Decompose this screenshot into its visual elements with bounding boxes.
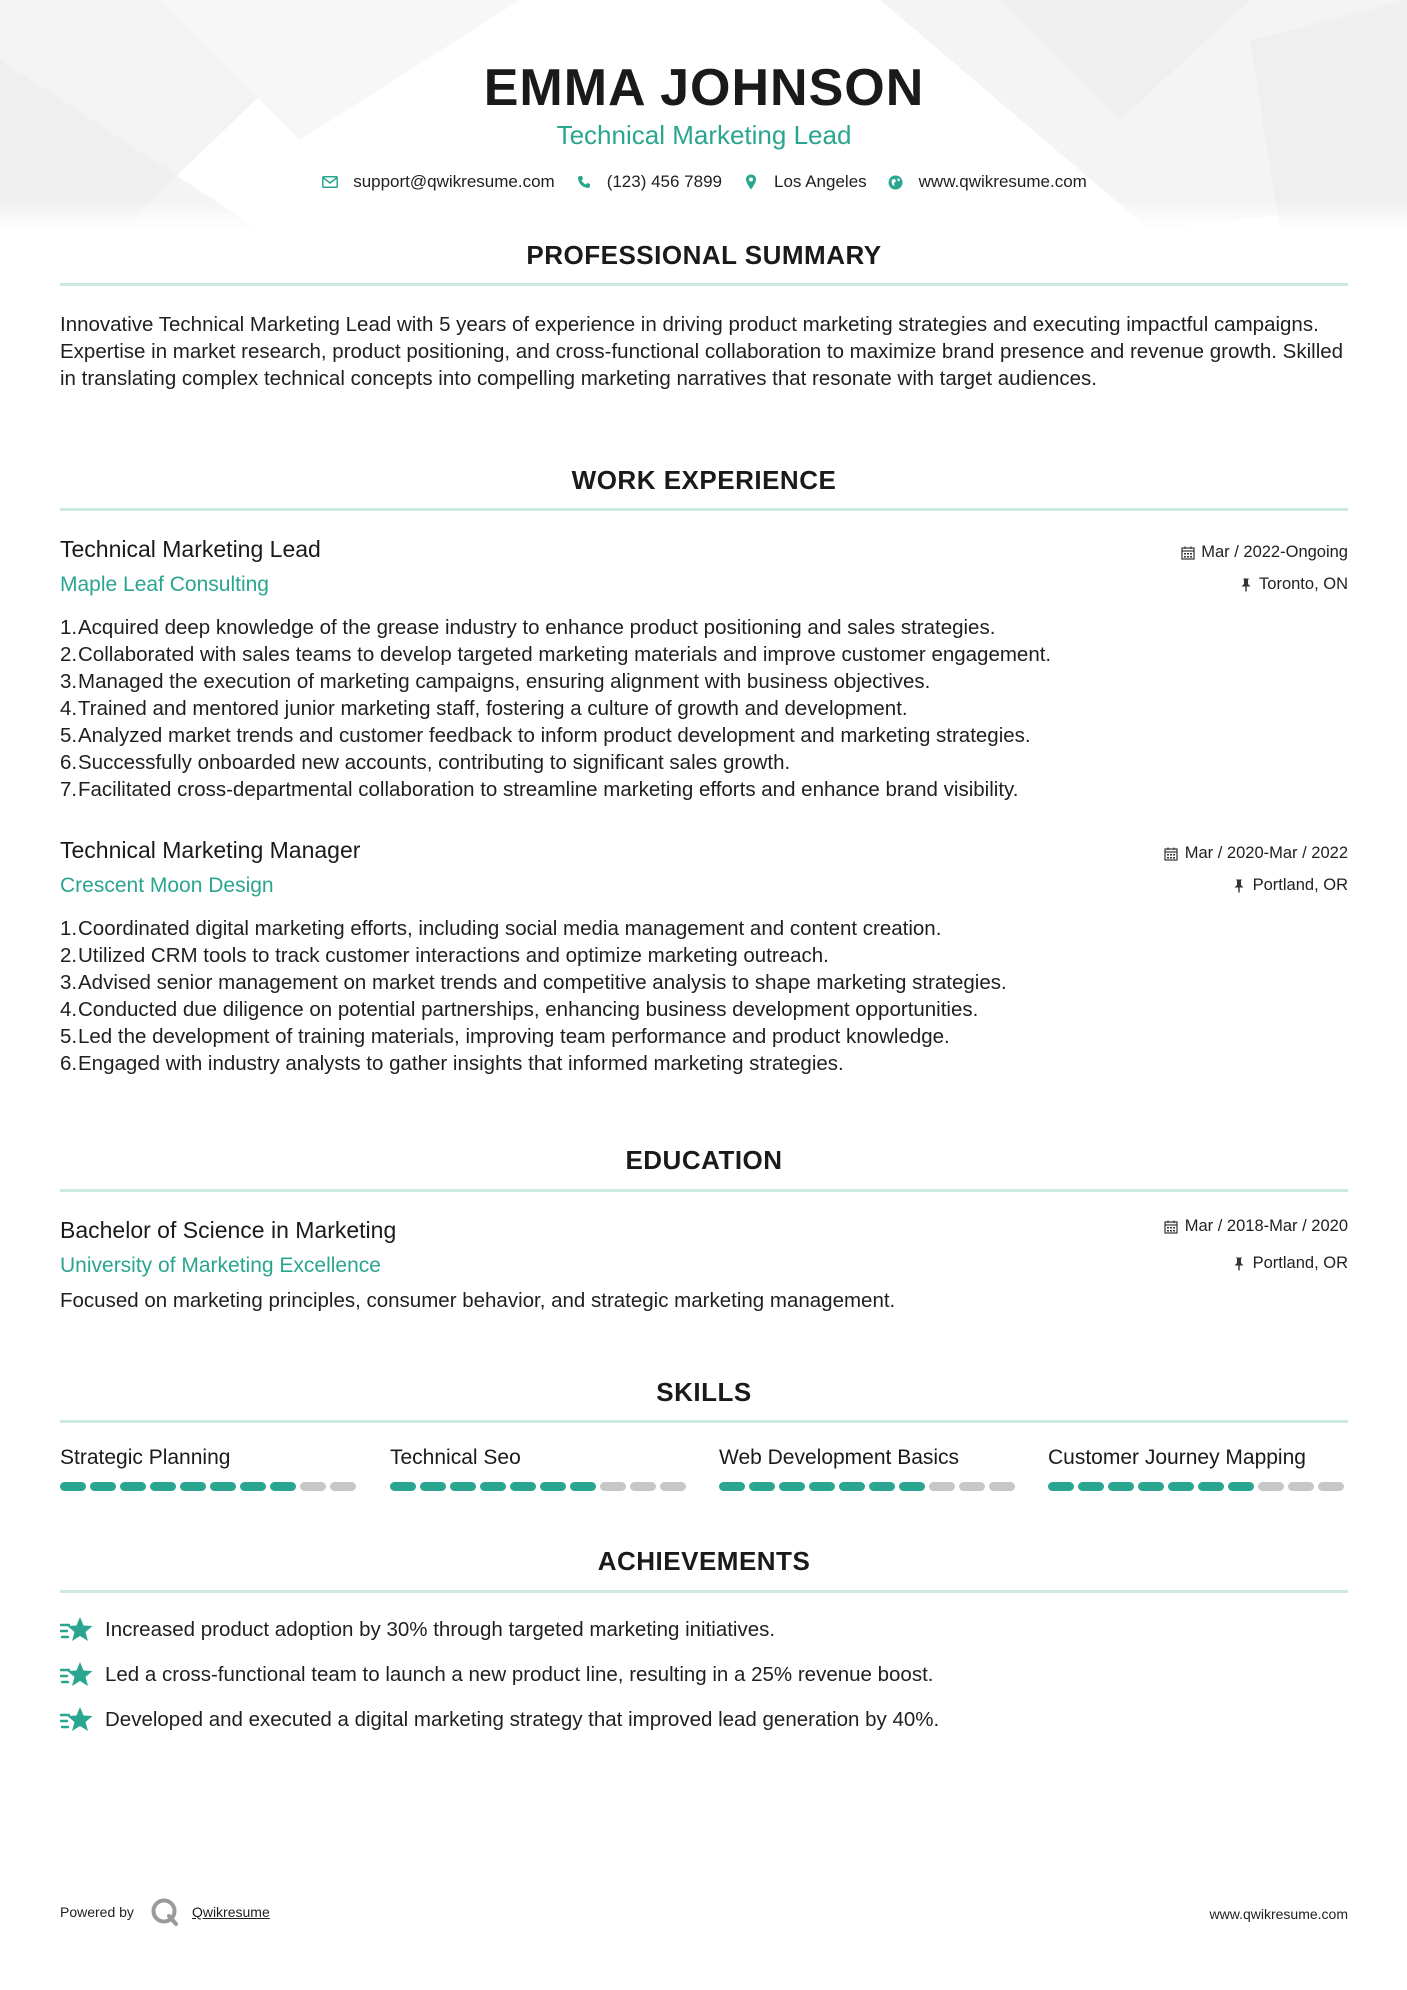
skill-item	[719, 1446, 1019, 1474]
skill-segment-empty	[1258, 1482, 1284, 1491]
section-heading-skills: SKILLS	[656, 1377, 752, 1407]
section-divider	[60, 283, 1348, 286]
skill-segment-filled	[390, 1482, 416, 1491]
skill-segment-filled	[1108, 1482, 1134, 1491]
skill-level-bar	[1048, 1482, 1348, 1492]
pin-icon	[1232, 1256, 1247, 1271]
skill-segment-empty	[1288, 1482, 1314, 1491]
skill-segment-empty	[660, 1482, 686, 1491]
skill-segment-empty	[600, 1482, 626, 1491]
skill-segment-filled	[1078, 1482, 1104, 1491]
contact-location	[742, 172, 867, 192]
list-item: 3. Advised senior management on market trends and competitive analysis to shape marketing strategies.	[60, 971, 1007, 994]
job-company: Maple Leaf Consulting	[60, 573, 269, 596]
qwikresume-link[interactable]: Qwikresume	[191, 1904, 270, 1920]
skill-segment-filled	[540, 1482, 566, 1491]
star-icon	[60, 1705, 94, 1735]
job-location	[1232, 876, 1348, 895]
skill-segment-empty	[1318, 1482, 1344, 1491]
skill-segment-filled	[120, 1482, 146, 1491]
skill-segment-filled	[869, 1482, 895, 1491]
skill-item	[390, 1446, 690, 1474]
achievement-item	[60, 1615, 1348, 1645]
pin-icon	[1238, 577, 1253, 592]
skill-segment-filled	[1198, 1482, 1224, 1491]
footer-powered-by	[60, 1897, 270, 1927]
job-dates	[1180, 543, 1348, 562]
skill-segment-filled	[240, 1482, 266, 1491]
skill-segment-filled	[510, 1482, 536, 1491]
education-location	[1232, 1254, 1348, 1273]
contact-email[interactable]	[321, 172, 555, 192]
contact-bar	[60, 172, 1348, 192]
powered-by-label: Powered by	[60, 1904, 134, 1920]
list-item: 4. Trained and mentored junior marketing staff, fostering a culture of growth and development.	[60, 697, 908, 720]
candidate-name: EMMA JOHNSON	[483, 59, 925, 117]
list-item: 7. Facilitated cross-departmental collaboration to streamline marketing efforts and enhance brand visibility.	[60, 778, 1019, 801]
contact-phone-text: (123) 456 7899	[606, 172, 723, 191]
job-responsibilities	[60, 614, 1348, 803]
skill-segment-filled	[570, 1482, 596, 1491]
skill-segment-filled	[480, 1482, 506, 1491]
skill-level-bar	[719, 1482, 1019, 1492]
job-location-text: Toronto, ON	[1259, 575, 1348, 593]
star-icon	[60, 1615, 94, 1645]
skill-segment-filled	[839, 1482, 865, 1491]
envelope-icon	[321, 173, 339, 191]
skill-segment-empty	[989, 1482, 1015, 1491]
pin-icon	[1232, 878, 1247, 893]
resume-page	[60, 0, 1348, 1990]
star-icon	[60, 1660, 94, 1690]
skill-segment-filled	[899, 1482, 925, 1491]
job-title: Technical Marketing Manager	[60, 837, 361, 863]
map-marker-icon	[742, 173, 760, 191]
skill-segment-filled	[60, 1482, 86, 1491]
education-dates	[1164, 1217, 1348, 1236]
job-dates	[1164, 844, 1348, 863]
summary-text: Innovative Technical Marketing Lead with 5 years of experience in driving product marketing strategies and executing impactful campaigns. Expertise in market research, product positioning, and cross-functional collaboration to maximize brand presence and revenue growth. Skilled in translating complex technical concepts into compelling marketing narratives that resonate with target audiences.	[60, 313, 1344, 390]
job-location	[1238, 575, 1348, 594]
skill-item	[1048, 1446, 1348, 1474]
section-divider	[60, 1590, 1348, 1593]
globe-icon	[887, 173, 905, 191]
skill-segment-filled	[210, 1482, 236, 1491]
list-item: 6. Successfully onboarded new accounts, contributing to significant sales growth.	[60, 751, 791, 774]
skill-segment-filled	[420, 1482, 446, 1491]
education-degree: Bachelor of Science in Marketing	[60, 1217, 397, 1243]
section-heading-experience: WORK EXPERIENCE	[571, 465, 837, 495]
achievement-text: Developed and executed a digital marketing strategy that improved lead generation by 40%.	[105, 1708, 940, 1731]
list-item: 6. Engaged with industry analysts to gather insights that informed marketing strategies.	[60, 1052, 844, 1075]
skill-segment-empty	[959, 1482, 985, 1491]
skill-name: Customer Journey Mapping	[1048, 1446, 1306, 1469]
skill-segment-empty	[300, 1482, 326, 1491]
achievement-item	[60, 1705, 1348, 1735]
skill-segment-filled	[270, 1482, 296, 1491]
list-item: 2. Utilized CRM tools to track customer interactions and optimize marketing outreach.	[60, 944, 829, 967]
contact-location-text: Los Angeles	[774, 172, 867, 191]
qwikresume-logo-icon	[150, 1897, 180, 1927]
skill-segment-filled	[1048, 1482, 1074, 1491]
achievement-text: Increased product adoption by 30% through targeted marketing initiatives.	[105, 1618, 776, 1641]
calendar-icon	[1164, 846, 1179, 861]
skill-segment-filled	[90, 1482, 116, 1491]
job-dates-text: Mar / 2022-Ongoing	[1201, 543, 1348, 561]
section-divider	[60, 1189, 1348, 1192]
skill-segment-empty	[330, 1482, 356, 1491]
list-item: 1. Coordinated digital marketing efforts, including social media management and content creation.	[60, 917, 942, 940]
skill-name: Technical Seo	[390, 1446, 521, 1469]
contact-website[interactable]	[887, 172, 1087, 192]
skill-segment-filled	[180, 1482, 206, 1491]
achievement-text: Led a cross-functional team to launch a new product line, resulting in a 25% revenue boost.	[105, 1663, 934, 1686]
list-item: 3. Managed the execution of marketing campaigns, ensuring alignment with business objectives.	[60, 670, 931, 693]
skill-item	[60, 1446, 360, 1474]
skill-segment-filled	[1228, 1482, 1254, 1491]
contact-phone[interactable]	[575, 172, 722, 192]
skill-level-bar	[390, 1482, 690, 1492]
list-item: 4. Conducted due diligence on potential partnerships, enhancing business development opportunities.	[60, 998, 979, 1021]
contact-website-text: www.qwikresume.com	[918, 172, 1087, 191]
job-company: Crescent Moon Design	[60, 874, 274, 897]
skill-segment-filled	[1138, 1482, 1164, 1491]
section-divider	[60, 1420, 1348, 1423]
skill-segment-filled	[719, 1482, 745, 1491]
contact-email-text: support@qwikresume.com	[353, 172, 555, 191]
calendar-icon	[1180, 545, 1195, 560]
skill-segment-filled	[779, 1482, 805, 1491]
skills-list	[60, 1446, 1348, 1496]
section-heading-summary: PROFESSIONAL SUMMARY	[526, 240, 882, 270]
job-location-text: Portland, OR	[1252, 876, 1348, 894]
skill-segment-filled	[1168, 1482, 1194, 1491]
list-item: 5. Led the development of training materials, improving team performance and product knowledge.	[60, 1025, 950, 1048]
skill-segment-filled	[749, 1482, 775, 1491]
skill-segment-empty	[929, 1482, 955, 1491]
section-heading-education: EDUCATION	[625, 1145, 783, 1175]
education-school: University of Marketing Excellence	[60, 1254, 381, 1277]
skill-segment-filled	[450, 1482, 476, 1491]
job-responsibilities	[60, 915, 1348, 1077]
skill-segment-filled	[150, 1482, 176, 1491]
achievement-item	[60, 1660, 1348, 1690]
skill-segment-empty	[630, 1482, 656, 1491]
education-dates-text: Mar / 2018-Mar / 2020	[1184, 1217, 1348, 1235]
candidate-title: Technical Marketing Lead	[556, 120, 852, 150]
phone-icon	[575, 173, 593, 191]
education-description: Focused on marketing principles, consumer behavior, and strategic marketing management.	[60, 1289, 896, 1312]
skill-name: Strategic Planning	[60, 1446, 231, 1469]
list-item: 5. Analyzed market trends and customer feedback to inform product development and marketing strategies.	[60, 724, 1031, 747]
skill-level-bar	[60, 1482, 360, 1492]
skill-segment-filled	[809, 1482, 835, 1491]
section-heading-achievements: ACHIEVEMENTS	[597, 1546, 811, 1576]
list-item: 2. Collaborated with sales teams to develop targeted marketing materials and improve customer engagement.	[60, 643, 1052, 666]
skill-name: Web Development Basics	[719, 1446, 960, 1469]
list-item: 1. Acquired deep knowledge of the grease industry to enhance product positioning and sales strategies.	[60, 616, 996, 639]
job-dates-text: Mar / 2020-Mar / 2022	[1184, 844, 1348, 862]
section-divider	[60, 508, 1348, 511]
footer-website[interactable]: www.qwikresume.com	[1209, 1906, 1348, 1922]
job-title: Technical Marketing Lead	[60, 536, 321, 562]
education-location-text: Portland, OR	[1252, 1254, 1348, 1272]
calendar-icon	[1164, 1219, 1179, 1234]
